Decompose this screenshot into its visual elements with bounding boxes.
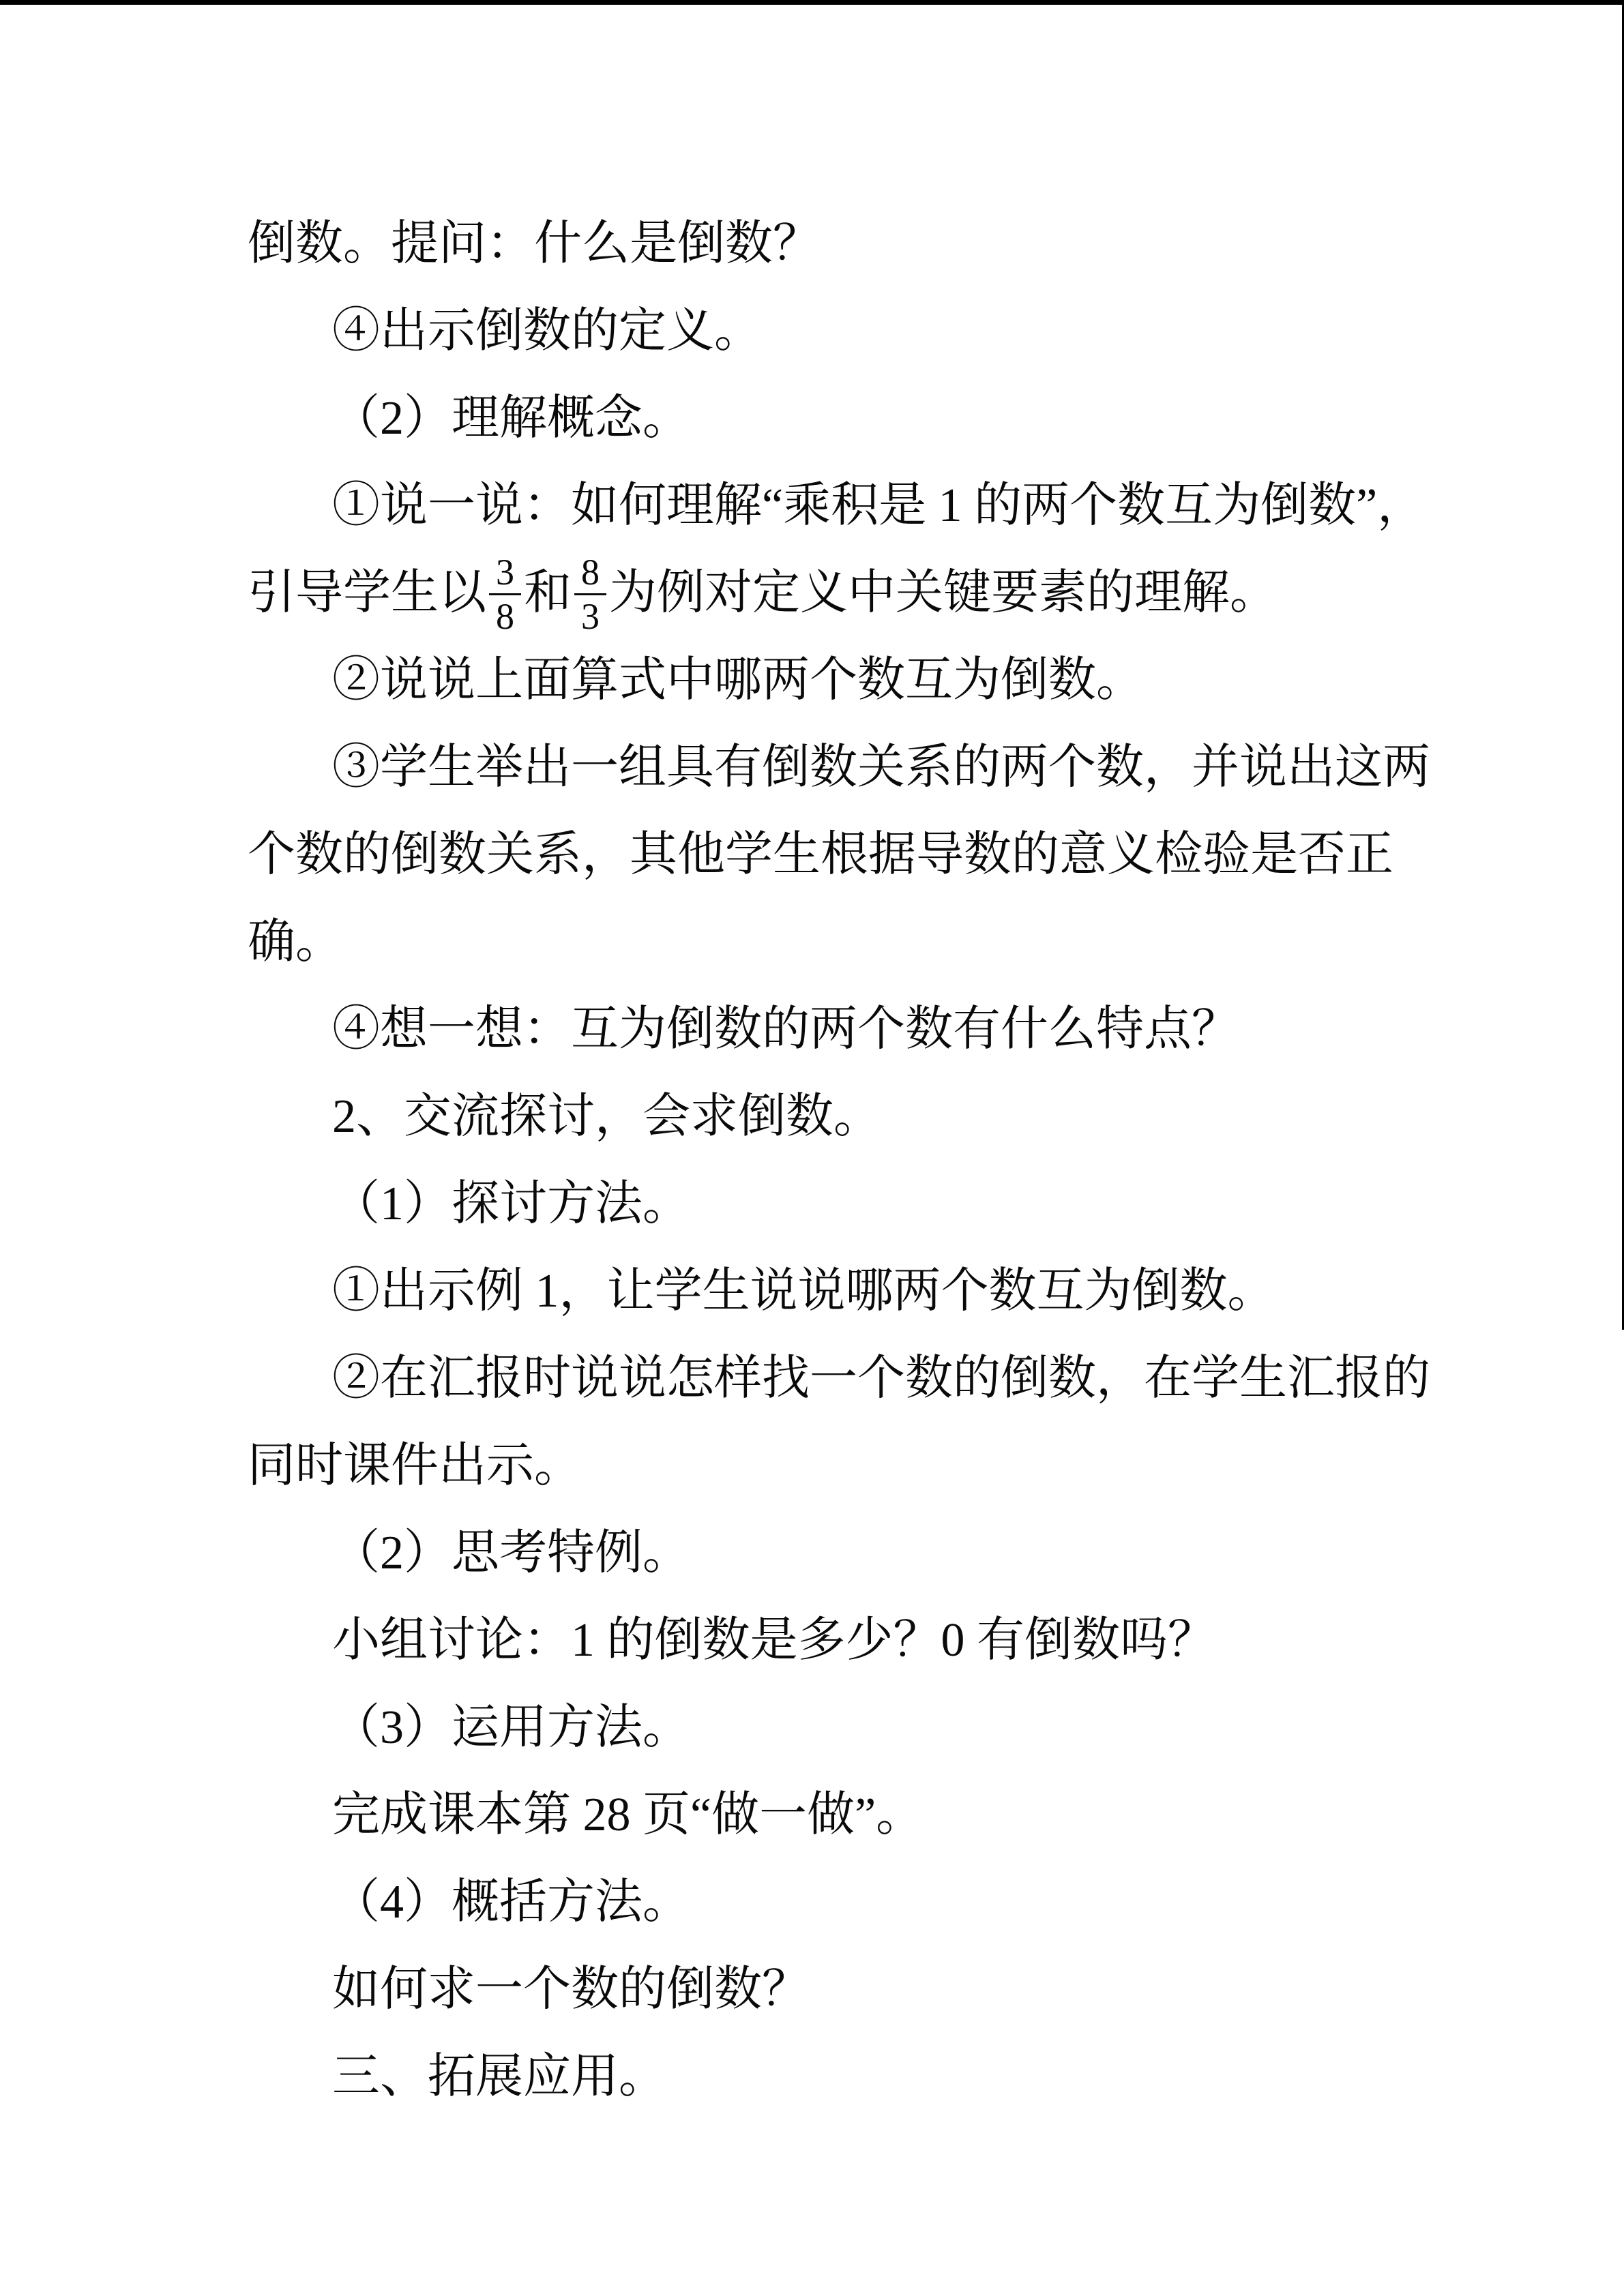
doc-line-11: 2、交流探讨，会求倒数。 <box>332 1090 881 1143</box>
fraction-denominator: 3 <box>581 596 600 638</box>
doc-line-22: 三、拓展应用。 <box>332 2051 666 2103</box>
doc-line-05-post: 为例对定义中关键要素的理解。 <box>609 567 1278 619</box>
doc-line-08: 个数的倒数关系，其他学生根据导数的意义检验是否正 <box>248 829 1393 881</box>
doc-line-17: 小组讨论：1 的倒数是多少？0 有倒数吗？ <box>332 1614 1215 1667</box>
doc-line-12: （1）探讨方法。 <box>332 1178 690 1230</box>
fraction-three-eighths <box>489 553 521 636</box>
fraction-eight-thirds <box>574 553 606 636</box>
doc-line-20: （4）概括方法。 <box>332 1876 690 1928</box>
doc-line-05 <box>248 550 1436 637</box>
doc-line-02: ④出示倒数的定义。 <box>332 305 762 357</box>
doc-line-05-pre: 引导学生以 <box>248 567 486 619</box>
doc-line-05-mid: 和 <box>524 567 572 619</box>
doc-line-18: （3）运用方法。 <box>332 1701 690 1754</box>
doc-line-14: ②在汇报时说说怎样找一个数的倒数，在学生汇报的 <box>332 1352 1430 1405</box>
fraction-numerator: 8 <box>574 553 606 596</box>
doc-line-09: 确。 <box>248 916 343 968</box>
doc-line-01: 倒数。提问：什么是倒数？ <box>248 218 821 270</box>
document-body <box>248 200 1436 2121</box>
page-top-border <box>0 0 1624 5</box>
fraction-denominator: 8 <box>496 596 514 638</box>
doc-line-21: 如何求一个数的倒数？ <box>332 1963 810 2016</box>
doc-line-06: ②说说上面算式中哪两个数互为倒数。 <box>332 654 1144 706</box>
doc-line-16: （2）思考特例。 <box>332 1527 690 1579</box>
doc-line-03: （2）理解概念。 <box>332 392 690 445</box>
doc-line-13: ①出示例 1，让学生说说哪两个数互为倒数。 <box>332 1265 1275 1317</box>
doc-line-07: ③学生举出一组具有倒数关系的两个数，并说出这两 <box>332 741 1430 794</box>
doc-line-10: ④想一想：互为倒数的两个数有什么特点？ <box>332 1003 1239 1056</box>
doc-line-04: ①说一说：如何理解“乘积是 1 的两个数互为倒数”， <box>332 479 1426 532</box>
doc-line-15: 同时课件出示。 <box>248 1440 582 1492</box>
doc-line-19: 完成课本第 28 页“做一做”。 <box>332 1789 924 1841</box>
fraction-numerator: 3 <box>489 553 521 596</box>
